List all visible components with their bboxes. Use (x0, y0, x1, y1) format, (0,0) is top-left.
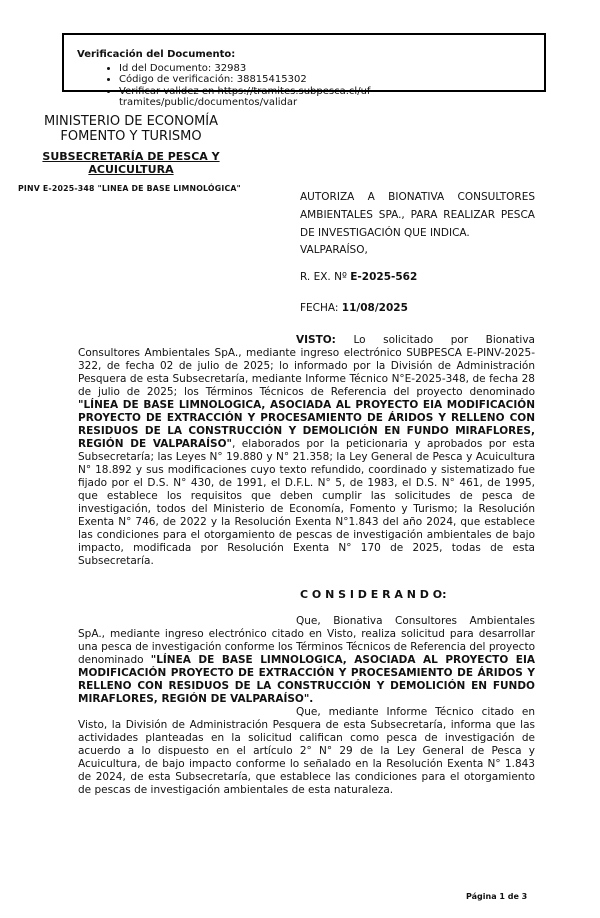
verification-list (77, 63, 538, 109)
considerando1-text: Que, Bionativa Consultores Ambientales SpA., mediante ingreso electrónico citado en Visto, realiza solicitud para desarrollar una pesca de investigación conforme los Términos Técnicos de Referencia del proyecto denominado (78, 615, 535, 666)
resolution-subject-block (300, 188, 535, 315)
verification-item-code: • Código de verificación: 38815415302 (119, 74, 538, 86)
project-reference: PINV E-2025-348 "LINEA DE BASE LIMNOLÓGICA" (18, 184, 241, 193)
subsecretaria-line2: ACUICULTURA (88, 162, 174, 176)
visto-project-title: "LÍNEA DE BASE LIMNOLOGICA, ASOCIADA AL PROYECTO EIA MODIFICACIÓN PROYECTO DE EXTRACCIÓN Y PROCESAMIENTO DE ÁRIDOS Y RELLENO CON RESIDUOS DE LA CONSTRUCCIÓN Y DEMOLICIÓN EN FUNDO MIRAFLORES, REGIÓN DE VALPARAÍSO" (78, 399, 535, 450)
date-value: 11/08/2025 (341, 302, 408, 314)
verification-item-document-id: • Id del Documento: 32983 (119, 63, 538, 75)
visto-text-1: Lo solicitado por Bionativa Consultores Ambientales SpA., mediante ingreso electrónico SUBPESCA E-PINV-2025-322, de fecha 02 de julio de 2025; lo informado por la División de Administración Pesquera de esta Subsecretaría, mediante Informe Técnico N°E-2025-348, de fecha 28 de julio de 2025; los Términos Técnicos de Referencia del proyecto denominado (78, 334, 535, 398)
subsecretaria-title (0, 151, 262, 176)
considerando1-project-title: "LÍNEA DE BASE LIMNOLOGICA, ASOCIADA AL PROYECTO EIA MODIFICACIÓN PROYECTO DE EXTRACCIÓN Y PROCESAMIENTO DE ÁRIDOS Y RELLENO CON RESIDUOS DE LA CONSTRUCCIÓN Y DEMOLICIÓN EN FUNDO MIRAFLORES, REGIÓN DE VALPARAÍSO". (78, 654, 535, 705)
considerando-heading: C O N S I D E R A N D O: (300, 588, 447, 601)
ministry-name-line2: FOMENTO Y TURISMO (60, 129, 202, 144)
verification-content (62, 33, 546, 109)
considerando-paragraph-1 (78, 615, 535, 706)
visto-label: VISTO: (296, 334, 336, 346)
ministry-name-line1: MINISTERIO DE ECONOMÍA (43, 114, 219, 129)
resolution-subject: AUTORIZA A BIONATIVA CONSULTORES AMBIENTALES SPA., PARA REALIZAR PESCA DE INVESTIGACIÓN QUE INDICA. (300, 191, 535, 239)
resolution-number-line (300, 271, 535, 284)
verification-box (62, 33, 546, 108)
resolution-prefix: R. EX. Nº (300, 271, 351, 283)
verification-item-url: • Verificar validez en https://tramites.subpesca.cl/uf-tramites/public/documentos/validar (119, 86, 538, 109)
letterhead (0, 114, 262, 193)
resolution-date-line (300, 302, 535, 315)
verification-title: Verificación del Documento: (77, 49, 236, 60)
document-body (78, 334, 535, 797)
considerando-paragraph-2: Que, mediante Informe Técnico citado en Visto, la División de Administración Pesquera de esta Subsecretaría, informa que las actividades planteadas en la solicitud califican como pesca de investigación de acuerdo a lo dispuesto en el artículo 2° N° 29 de la Ley General de Pesca y Acuicultura, de bajo impacto conforme lo señalado en la Resolución Exenta N° 1.843 de 2024, de esta Subsecretaría, que establece las condiciones para el otorgamiento de pescas de investigación ambientales de esta naturaleza. (78, 706, 535, 796)
visto-text-2: , elaborados por la peticionaria y aprobados por esta Subsecretaría; las Leyes N° 19.880 y N° 21.358; la Ley General de Pesca y Acuicultura N° 18.892 y sus modificaciones cuyo texto refundido, coordinado y sistematizado fue fijado por el D.S. N° 430, de 1991, el D.F.L. N° 5, de 1983, el D.S. N° 461, de 1995, que establece los requisitos que deben cumplir las solicitudes de pesca de investigación, todos del Ministerio de Economía, Fomento y Turismo; la Resolución Exenta N° 746, de 2022 y la Resolución Exenta N°1.843 del año 2024, que establece las condiciones para el otorgamiento de pescas de investigación ambientales de bajo impacto, modificada por Resolución Exenta N° 170 de 2025, todas de esta Subsecretaría. (78, 438, 535, 567)
city-line: VALPARAÍSO, (300, 244, 368, 256)
visto-paragraph (78, 334, 535, 568)
resolution-number: E-2025-562 (350, 271, 418, 283)
date-prefix: FECHA: (300, 302, 342, 314)
subsecretaria-line1: SUBSECRETARÍA DE PESCA Y (42, 150, 220, 163)
page-number: Página 1 de 3 (466, 892, 528, 901)
